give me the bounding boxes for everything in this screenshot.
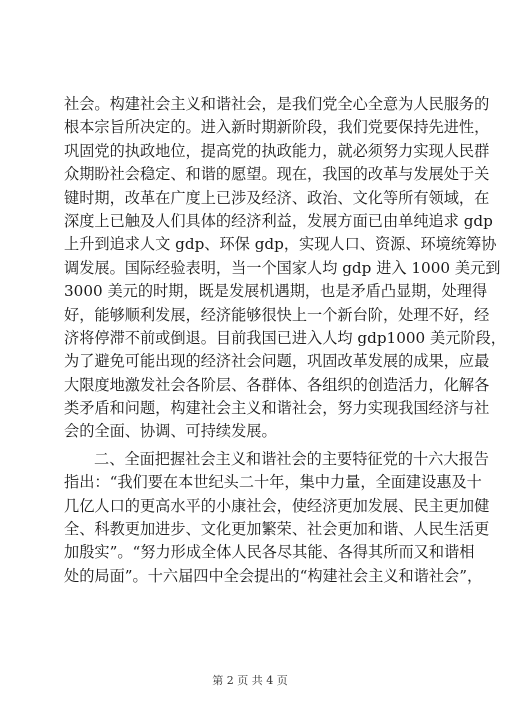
document-body — [64, 93, 506, 588]
text-line: 众期盼社会稳定、和谐的愿望。现在，我国的改革与发展处于关 — [64, 165, 490, 184]
text-line: 济将停滞不前或倒退。目前我国已进入人均 gdp1000 美元阶段， — [64, 328, 506, 347]
text-line: 会的全面、协调、可持续发展。 — [64, 422, 277, 441]
text-line: 大限度地激发社会各阶层、各群体、各组织的创造活力，化解各 — [64, 375, 490, 394]
text-line: 二、全面把握社会主义和谐社会的主要特征党的十六大报告 — [94, 449, 489, 468]
text-line: 类矛盾和问题，构建社会主义和谐社会，努力实现我国经济与社 — [64, 399, 490, 418]
text-line: 指出：“我们要在本世纪头二十年，集中力量，全面建设惠及十 — [64, 473, 482, 492]
text-line: 上升到追求人文 gdp、环保 gdp，实现人口、资源、环境统筹协 — [64, 235, 497, 254]
text-line: 键时期，改革在广度上已涉及经济、政治、文化等所有领域，在 — [64, 188, 490, 207]
text-line: 巩固党的执政地位，提高党的执政能力，就必须努力实现人民群 — [64, 141, 490, 160]
paragraph-2 — [64, 448, 490, 588]
text-line: 加殷实”。“努力形成全体人民各尽其能、各得其所而又和谐相 — [64, 543, 475, 562]
text-line: 深度上已触及人们具体的经济利益，发展方面已由单纯追求 gdp — [64, 211, 493, 230]
page-number: 第 2 页 共 4 页 — [212, 674, 288, 687]
text-line: 几亿人口的更高水平的小康社会，使经济更加发展、民主更加健 — [64, 496, 490, 515]
text-line: 调发展。国际经验表明，当一个国家人均 gdp 进入 1000 美元到 — [64, 258, 501, 277]
text-line: 处的局面”。十六届四中全会提出的“构建社会主义和谐社会”， — [64, 566, 483, 585]
paragraph-1 — [64, 93, 506, 444]
text-line: 3000 美元的时期，既是发展机遇期，也是矛盾凸显期，处理得 — [64, 282, 488, 301]
text-line: 根本宗旨所决定的。进入新时期新阶段，我们党要保持先进性， — [64, 118, 490, 137]
text-line: 为了避免可能出现的经济社会问题，巩固改革发展的成果，应最 — [64, 352, 490, 371]
text-line: 好，能够顺利发展，经济能够很快上一个新台阶，处理不好，经 — [64, 305, 490, 324]
text-line: 全、科教更加进步、文化更加繁荣、社会更加和谐、人民生活更 — [64, 520, 490, 539]
text-line: 社会。构建社会主义和谐社会，是我们党全心全意为人民服务的 — [64, 95, 490, 113]
